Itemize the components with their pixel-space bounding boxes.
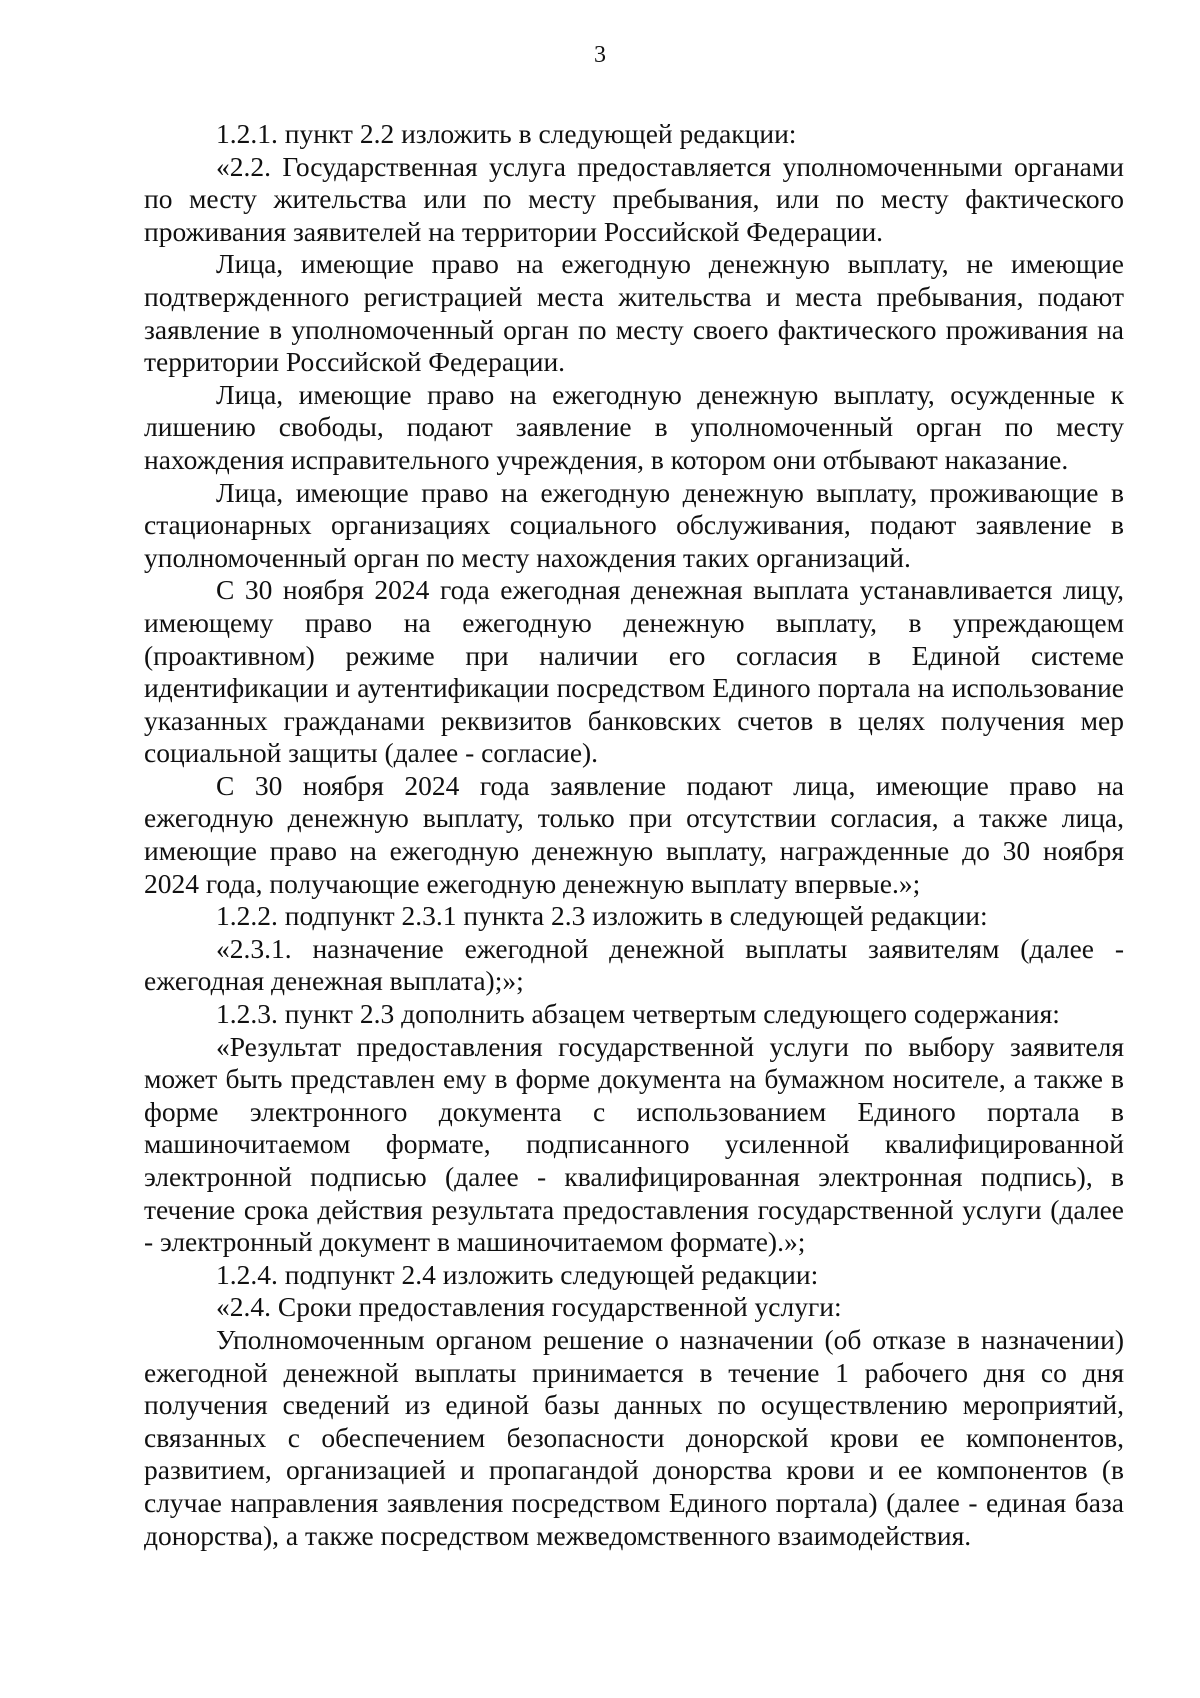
paragraph-social-service: Лица, имеющие право на ежегодную денежную выплату, проживающие в стационарных организациях социального обслуживания, подают заявление в уполномоченный орган по месту нахождения таких организаций. — [144, 476, 1124, 573]
paragraph-decision-deadline: Уполномоченным органом решение о назначении (об отказе в назначении) ежегодной денежной выплаты принимается в течение 1 рабочего дня со дня получения сведений из единой базы данных по осуществлению мероприятий, связанных с обеспечением безопасности донорской крови ее компонентов, развитием, организацией и пропагандой донорства крови и ее компонентов (в случае направления заявления посредством Единого портала) (далее - единая база донорства), а также посредством межведомственного взаимодействия. — [144, 1323, 1124, 1551]
paragraph-result-format: «Результат предоставления государственной услуги по выбору заявителя может быть представлен ему в форме документа на бумажном носителе, а также в форме электронного документа с использованием Единого портала в машиночитаемом формате, подписанного усиленной квалифицированной электронной подписью (далее - квалифицированная электронная подпись), в течение срока действия результата предоставления государственной услуги (далее - электронный документ в машиночитаемом формате).»; — [144, 1030, 1124, 1258]
paragraph-1-2-2: 1.2.2. подпункт 2.3.1 пункта 2.3 изложить в следующей редакции: — [216, 900, 988, 932]
paragraph-convicted: Лица, имеющие право на ежегодную денежную выплату, осужденные к лишению свободы, подают заявление в уполномоченный орган по месту нахождения исправительного учреждения, в котором они отбывают наказание. — [144, 378, 1124, 475]
paragraph-no-registration: Лица, имеющие право на ежегодную денежную выплату, не имеющие подтвержденного регистрацией места жительства и места пребывания, подают заявление в уполномоченный орган по месту своего фактического проживания на территории Российской Федерации. — [144, 248, 1124, 378]
paragraph-proactive-mode: С 30 ноября 2024 года ежегодная денежная выплата устанавливается лицу, имеющему право на ежегодную денежную выплату, в упреждающем (проактивном) режиме при наличии его согласия в Единой системе идентификации и аутентификации посредством Единого портала на использование указанных гражданами реквизитов банковских счетов в целях получения мер социальной защиты (далее - согласие). — [144, 574, 1124, 769]
paragraph-1-2-4: 1.2.4. подпункт 2.4 изложить следующей редакции: — [216, 1258, 819, 1290]
document-body — [144, 118, 1124, 1552]
paragraph-application-conditions: С 30 ноября 2024 года заявление подают лица, имеющие право на ежегодную денежную выплату, только при отсутствии согласия, а также лица, имеющие право на ежегодную денежную выплату, награжденные до 30 ноября 2024 года, получающие ежегодную денежную выплату впервые.»; — [144, 769, 1124, 899]
paragraph-1-2-1: 1.2.1. пункт 2.2 изложить в следующей редакции: — [216, 118, 797, 149]
page-number: 3 — [594, 42, 606, 68]
paragraph-1-2-3: 1.2.3. пункт 2.3 дополнить абзацем четвертым следующего содержания: — [216, 998, 1060, 1030]
paragraph-2-4-quote: «2.4. Сроки предоставления государственной услуги: — [216, 1291, 842, 1323]
paragraph-2-3-1-quote: «2.3.1. назначение ежегодной денежной выплаты заявителям (далее - ежегодная денежная выплата);»; — [144, 932, 1124, 997]
paragraph-2-2-quote: «2.2. Государственная услуга предоставляется уполномоченными органами по месту жительства или по месту пребывания, или по месту фактического проживания заявителей на территории Российской Федерации. — [144, 150, 1124, 247]
